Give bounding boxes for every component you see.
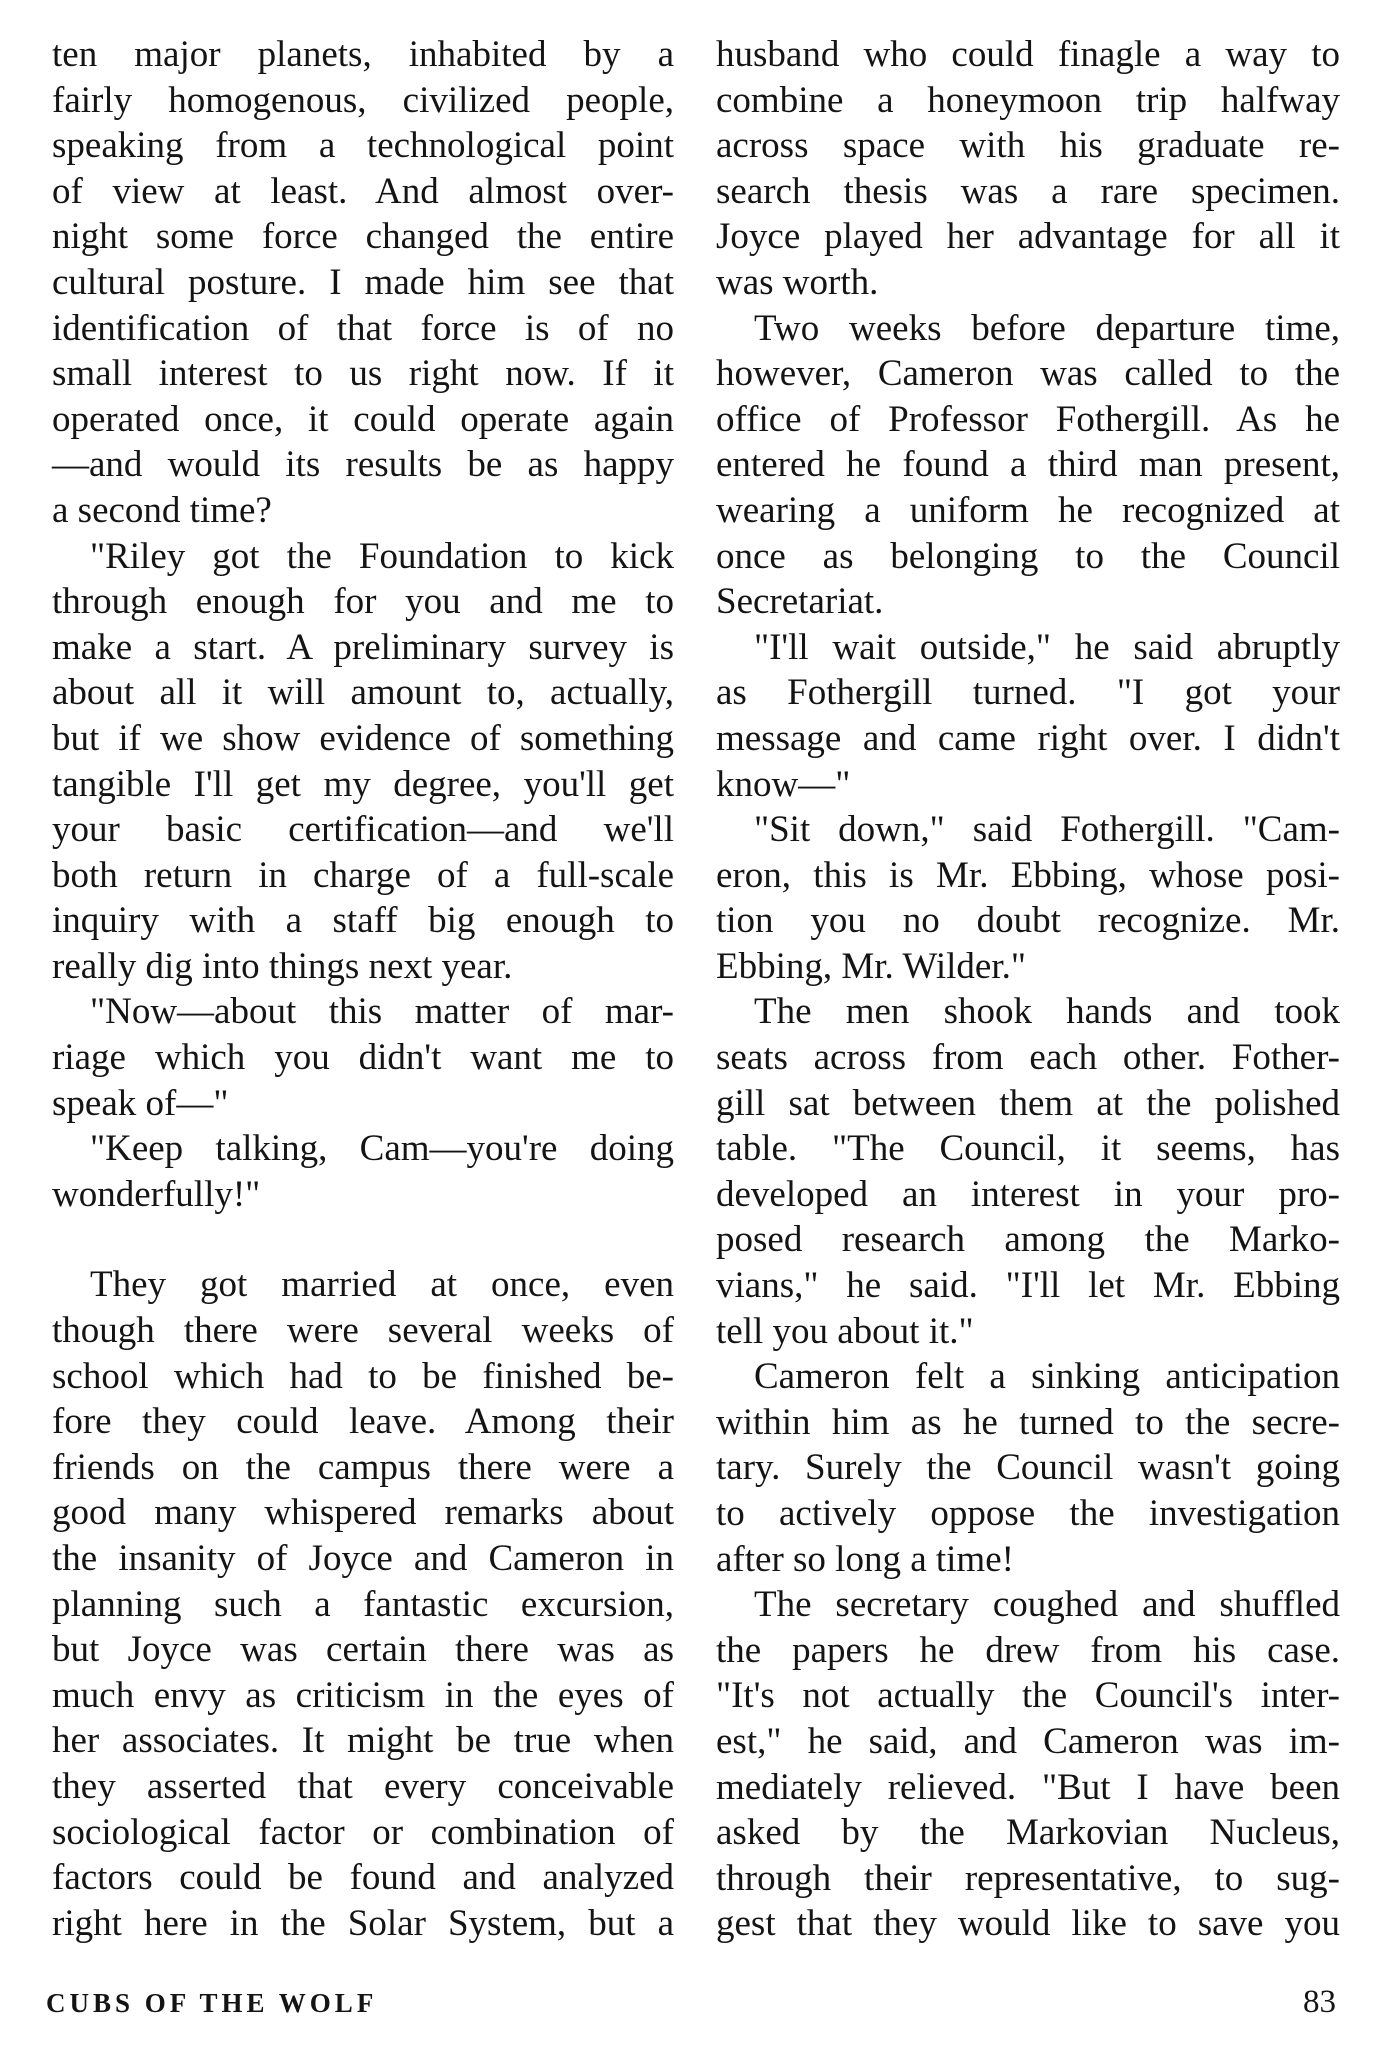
text-line: Secretariat. xyxy=(716,581,884,623)
text-line: they asserted that every conceivable xyxy=(52,1765,674,1807)
text-line: operated once, it could operate again xyxy=(52,398,674,440)
text-line: table. "The Council, it seems, has xyxy=(716,1128,1340,1170)
text-line: The secretary coughed and shuffled xyxy=(754,1584,1340,1626)
text-line: friends on the campus there were a xyxy=(52,1446,674,1488)
text-line: Cameron felt a sinking anticipation xyxy=(754,1356,1340,1398)
text-line: They got married at once, even xyxy=(90,1264,674,1306)
text-line: small interest to us right now. If it xyxy=(52,353,674,395)
page-footer xyxy=(46,1984,1336,2032)
text-line: once as belonging to the Council xyxy=(716,535,1340,577)
text-line: eron, this is Mr. Ebbing, whose posi- xyxy=(716,854,1340,896)
text-line: entered he found a third man present, xyxy=(716,444,1340,486)
text-line: of view at least. And almost over- xyxy=(52,170,674,212)
text-line: however, Cameron was called to the xyxy=(716,353,1340,395)
text-line: right here in the Solar System, but a xyxy=(52,1902,674,1944)
page-number: 83 xyxy=(1303,1984,1336,2020)
text-line: "I'll wait outside," he said abruptly xyxy=(754,626,1340,668)
text-line: est," he said, and Cameron was im- xyxy=(716,1720,1340,1762)
text-line: factors could be found and analyzed xyxy=(52,1857,674,1899)
text-line: vians," he said. "I'll let Mr. Ebbing xyxy=(716,1265,1340,1307)
text-line: wearing a uniform he recognized at xyxy=(716,489,1340,531)
text-line: developed an interest in your pro- xyxy=(716,1173,1340,1215)
text-line: though there were several weeks of xyxy=(52,1310,674,1352)
text-line: within him as he turned to the secre- xyxy=(716,1401,1340,1443)
text-column-left xyxy=(52,32,674,1946)
text-line: the insanity of Joyce and Cameron in xyxy=(52,1538,674,1579)
text-line: "Sit down," said Fothergill. "Cam- xyxy=(754,809,1340,851)
text-line: "It's not actually the Council's inter- xyxy=(716,1675,1340,1717)
text-line: as Fothergill turned. "I got your xyxy=(716,672,1340,714)
text-line: Ebbing, Mr. Wilder." xyxy=(716,945,1026,987)
text-line: speaking from a technological point xyxy=(52,125,674,167)
text-line: make a start. A preliminary survey is xyxy=(52,626,674,668)
text-line: husband who could finagle a way to xyxy=(716,34,1340,75)
text-line: office of Professor Fothergill. As he xyxy=(716,398,1340,440)
text-line: through their representative, to sug- xyxy=(716,1857,1340,1899)
text-line: ten major planets, inhabited by a xyxy=(52,34,674,75)
text-line: tary. Surely the Council wasn't going xyxy=(716,1447,1340,1489)
text-line: know—" xyxy=(716,763,851,805)
text-line: across space with his graduate re- xyxy=(716,125,1340,167)
text-line: tion you no doubt recognize. Mr. xyxy=(716,900,1340,942)
text-line: wonderfully!" xyxy=(52,1173,261,1215)
text-line: "Now—about this matter of mar- xyxy=(90,991,674,1033)
running-title: CUBS OF THE WOLF xyxy=(46,1988,378,2018)
text-line: both return in charge of a full-scale xyxy=(52,854,674,896)
text-line: sociological factor or combination of xyxy=(52,1811,674,1853)
text-line: Joyce played her advantage for all it xyxy=(716,216,1340,258)
text-line: posed research among the Marko- xyxy=(716,1219,1340,1261)
text-line: "Keep talking, Cam—you're doing xyxy=(90,1128,674,1170)
text-line: but if we show evidence of something xyxy=(52,717,674,759)
section-break xyxy=(52,1217,674,1262)
text-line: really dig into things next year. xyxy=(52,945,513,987)
text-line: speak of—" xyxy=(52,1082,229,1124)
text-line: after so long a time! xyxy=(716,1538,1014,1580)
text-line: fore they could leave. Among their xyxy=(52,1401,674,1443)
text-line: seats across from each other. Fother- xyxy=(716,1037,1340,1079)
text-line: asked by the Markovian Nucleus, xyxy=(716,1812,1340,1854)
text-line: gest that they would like to save you xyxy=(716,1903,1340,1945)
text-line: planning such a fantastic excursion, xyxy=(52,1583,674,1625)
text-line: through enough for you and me to xyxy=(52,581,674,623)
text-line: but Joyce was certain there was as xyxy=(52,1629,674,1671)
text-line: The men shook hands and took xyxy=(754,991,1340,1033)
text-line: riage which you didn't want me to xyxy=(52,1037,674,1079)
text-line: to actively oppose the investigation xyxy=(716,1493,1340,1534)
text-line: night some force changed the entire xyxy=(52,216,674,258)
text-column-right xyxy=(716,32,1340,1947)
text-line: search thesis was a rare specimen. xyxy=(716,170,1340,212)
text-line: school which had to be finished be- xyxy=(52,1355,674,1397)
text-line: "Riley got the Foundation to kick xyxy=(90,535,674,577)
text-line: Two weeks before departure time, xyxy=(754,307,1340,349)
text-line: tell you about it." xyxy=(716,1310,974,1352)
text-line: mediately relieved. "But I have been xyxy=(716,1766,1340,1808)
text-line: fairly homogenous, civilized people, xyxy=(52,79,674,121)
text-line: gill sat between them at the polished xyxy=(716,1082,1340,1124)
text-line: message and came right over. I didn't xyxy=(716,717,1340,759)
text-line: the papers he drew from his case. xyxy=(716,1629,1340,1671)
text-line: combine a honeymoon trip halfway xyxy=(716,79,1340,121)
text-line: good many whispered remarks about xyxy=(52,1492,674,1534)
text-line: identification of that force is of no xyxy=(52,307,674,349)
text-line: your basic certification—and we'll xyxy=(52,809,674,851)
text-line: a second time? xyxy=(52,489,272,531)
text-line: her associates. It might be true when xyxy=(52,1720,674,1762)
text-line: inquiry with a staff big enough to xyxy=(52,900,674,942)
text-line: about all it will amount to, actually, xyxy=(52,672,674,714)
text-line: cultural posture. I made him see that xyxy=(52,261,674,303)
text-line: tangible I'll get my degree, you'll get xyxy=(52,763,674,805)
text-line: was worth. xyxy=(716,261,879,303)
text-line: —and would its results be as happy xyxy=(52,444,674,486)
text-line: much envy as criticism in the eyes of xyxy=(52,1674,674,1716)
